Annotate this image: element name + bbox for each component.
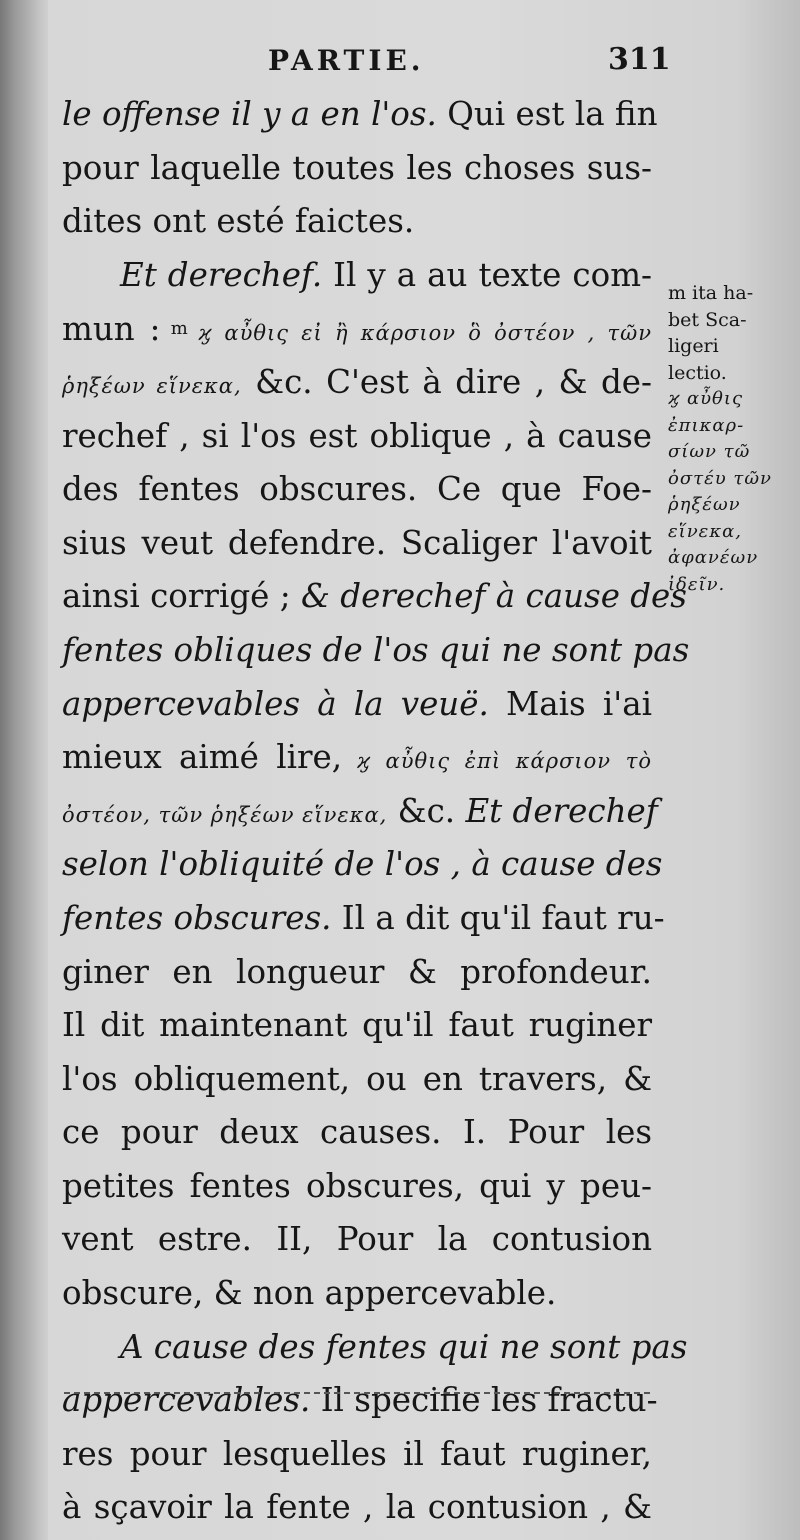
- text-segment: mun :: [62, 310, 161, 349]
- margin-note-line: bet Sca-: [668, 308, 747, 331]
- margin-note-greek-line: ὀστέυ τῶν: [668, 467, 772, 489]
- greek-segment: ῥηξέων εἵνεκα,: [62, 373, 242, 398]
- text-line: [62, 1213, 652, 1267]
- text-line: [62, 249, 652, 303]
- italic-segment: fentes obscures.: [62, 898, 332, 937]
- text-line: [62, 302, 652, 356]
- text-line: [62, 142, 652, 196]
- text-segment: rechef , si l'os est oblique , à cause: [62, 416, 652, 455]
- margin-note-greek-line: ἰδεῖν.: [668, 573, 726, 595]
- text-line: [62, 1481, 652, 1535]
- text-segment: dites ont esté faictes.: [62, 202, 415, 241]
- text-line: [62, 678, 652, 732]
- margin-note: [668, 280, 790, 598]
- text-line: [62, 946, 652, 1000]
- text-segment: pour laquelle toutes les choses sus-: [62, 148, 652, 187]
- text-line: [62, 892, 665, 946]
- text-segment: Il dit maintenant qu'il faut ruginer: [62, 1006, 652, 1045]
- margin-note-greek-line: ἐπικαρ-: [668, 414, 745, 436]
- margin-note-greek-line: εἵνεκα,: [668, 520, 742, 542]
- text-line: [62, 1160, 652, 1214]
- margin-note-greek-line: ἀφανέων: [668, 547, 759, 568]
- greek-segment: ϗ αὖθις εἰ ἢ κάρσιον ὃ ὀστέον , τῶν: [198, 321, 653, 346]
- text-segment: petites fentes obscures, qui y peu-: [62, 1166, 652, 1205]
- text-line: [62, 1267, 652, 1321]
- gutter-shadow: [0, 0, 48, 1540]
- text-segment: vent estre. II, Pour la contusion: [62, 1220, 652, 1259]
- text-line: [62, 999, 652, 1053]
- running-head: PARTIE.: [268, 44, 425, 77]
- main-text-block: [62, 88, 690, 1535]
- text-line: [62, 1374, 658, 1428]
- page-number: 311: [608, 42, 671, 77]
- text-line: [62, 624, 690, 678]
- margin-note-greek-line: ῥηξέων: [668, 494, 741, 515]
- text-segment: ce pour deux causes. I. Pour les: [62, 1113, 652, 1152]
- italic-segment: appercevables.: [62, 1381, 311, 1420]
- text-segment: sius veut defendre. Scaliger l'avoit: [62, 523, 652, 562]
- text-segment: giner en longueur & profondeur.: [62, 952, 652, 991]
- margin-note-line: m ita ha-: [668, 282, 754, 304]
- italic-segment: Et derechef: [455, 791, 658, 830]
- greek-segment: ϗ αὖθις ἐπὶ κάρσιον τὸ: [342, 749, 653, 774]
- page-header: [0, 44, 800, 88]
- italic-segment: selon l'obliquité de l'os , à cause des: [62, 845, 663, 884]
- margin-note-greek-line: σίων τῶ: [668, 441, 751, 462]
- margin-note-line: ligeri: [668, 335, 719, 357]
- text-line: [62, 517, 652, 571]
- margin-note-greek-line: ϗ αὖθις: [668, 388, 744, 409]
- text-line: [62, 1321, 688, 1375]
- text-line: [62, 1053, 652, 1107]
- text-segment: des fentes obscures. Ce que Foe-: [62, 470, 652, 509]
- text-segment: Mais i'ai: [488, 684, 652, 723]
- text-segment: ainsi corrigé ;: [62, 577, 291, 616]
- text-segment: res pour lesquelles il faut ruginer,: [62, 1434, 652, 1473]
- text-line: [62, 1106, 652, 1160]
- text-segment: Il a dit qu'il faut ru-: [331, 898, 665, 937]
- text-segment: Il y a au texte com-: [322, 255, 652, 294]
- italic-segment: A cause des fentes qui ne sont pas: [120, 1327, 688, 1366]
- text-segment: à sçavoir la fente , la contusion , &: [62, 1488, 652, 1527]
- text-line: [62, 785, 658, 839]
- text-segment: &c. C'est à dire , & de-: [241, 362, 652, 401]
- note-marker: m: [160, 318, 199, 340]
- italic-segment: Et derechef.: [120, 255, 323, 294]
- text-line: [62, 463, 652, 517]
- italic-segment: appercevables à la veuë.: [62, 684, 489, 723]
- text-line: [62, 410, 652, 464]
- text-segment: Il specifie les fractu-: [310, 1381, 658, 1420]
- text-line: [62, 838, 663, 892]
- bottom-rule: [64, 1392, 650, 1394]
- margin-note-line: lectio.: [668, 361, 727, 384]
- text-line: [62, 1428, 652, 1482]
- greek-segment: ὀστέον, τῶν ῥηξέων εἵνεκα,: [62, 802, 388, 827]
- text-line: [62, 731, 652, 785]
- text-segment: obscure, & non appercevable.: [62, 1274, 557, 1313]
- text-line: [62, 570, 687, 624]
- text-line: [62, 88, 658, 142]
- text-segment: &c.: [387, 791, 456, 830]
- italic-segment: fentes obliques de l'os qui ne sont pas: [62, 630, 690, 669]
- text-line: [62, 195, 652, 249]
- text-segment: l'os obliquement, ou en travers, &: [62, 1059, 652, 1098]
- italic-segment: & derechef à cause des: [290, 577, 687, 616]
- text-segment: Qui est la fin: [436, 95, 658, 133]
- text-segment: mieux aimé lire,: [62, 738, 343, 777]
- text-line: [62, 356, 652, 410]
- italic-segment: le offense il y a en l'os.: [62, 95, 437, 133]
